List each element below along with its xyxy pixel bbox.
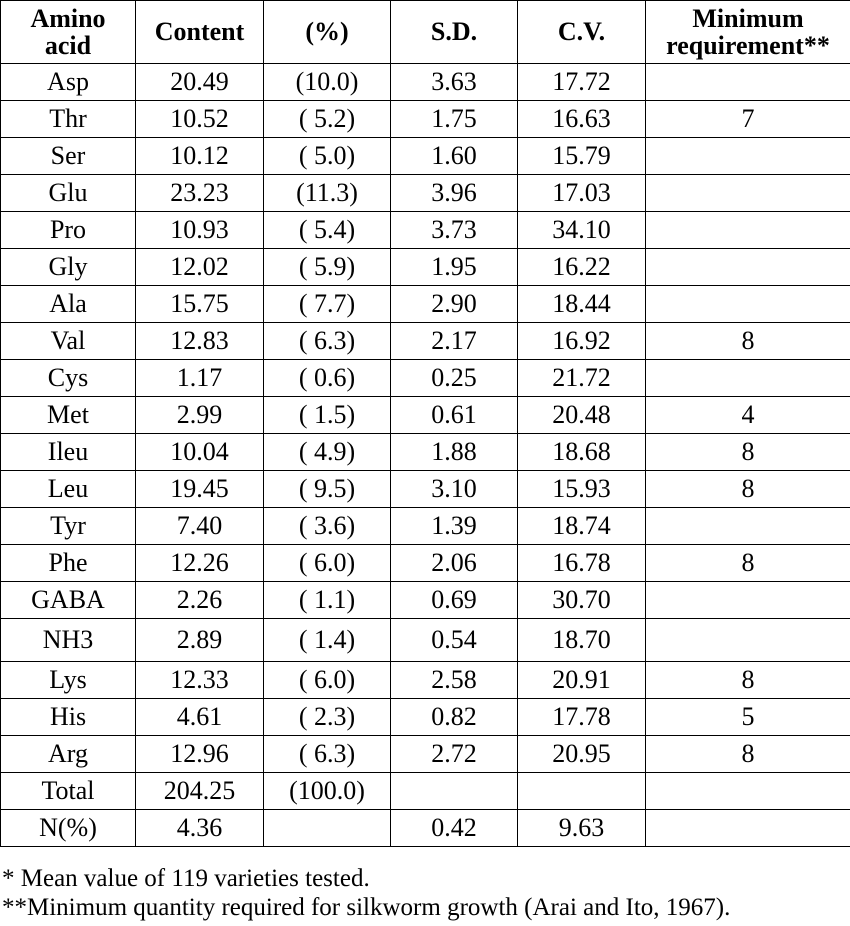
- table-row: [1, 619, 850, 662]
- cell-min-requirement: 8: [646, 471, 850, 508]
- cell-min-requirement: [646, 175, 850, 212]
- table-row: [1, 736, 850, 773]
- cell-amino-acid: Lys: [1, 662, 136, 699]
- cell-sd: 1.95: [391, 249, 518, 286]
- cell-sd: 3.10: [391, 471, 518, 508]
- cell-cv: 17.72: [518, 64, 646, 101]
- cell-cv: 18.68: [518, 434, 646, 471]
- cell-sd: 0.42: [391, 810, 518, 847]
- cell-min-requirement: [646, 508, 850, 545]
- cell-amino-acid: Glu: [1, 175, 136, 212]
- cell-cv: 18.74: [518, 508, 646, 545]
- cell-percent: (11.3): [264, 175, 391, 212]
- cell-sd: 1.88: [391, 434, 518, 471]
- cell-cv: 18.70: [518, 619, 646, 662]
- cell-content: 7.40: [136, 508, 264, 545]
- cell-percent: ( 1.4): [264, 619, 391, 662]
- cell-content: 15.75: [136, 286, 264, 323]
- cell-percent: ( 5.0): [264, 138, 391, 175]
- cell-amino-acid: Gly: [1, 249, 136, 286]
- cell-sd: [391, 773, 518, 810]
- cell-content: 4.36: [136, 810, 264, 847]
- cell-cv: 16.92: [518, 323, 646, 360]
- table-row: [1, 101, 850, 138]
- cell-content: 4.61: [136, 699, 264, 736]
- cell-percent: ( 5.4): [264, 212, 391, 249]
- table-row: [1, 286, 850, 323]
- cell-min-requirement: [646, 619, 850, 662]
- cell-cv: 18.44: [518, 286, 646, 323]
- cell-content: 12.33: [136, 662, 264, 699]
- table-row: [1, 545, 850, 582]
- cell-cv: 30.70: [518, 582, 646, 619]
- cell-sd: 0.25: [391, 360, 518, 397]
- cell-sd: 0.61: [391, 397, 518, 434]
- cell-cv: [518, 773, 646, 810]
- table-row: [1, 434, 850, 471]
- cell-min-requirement: [646, 360, 850, 397]
- table-row-nitrogen: [1, 810, 850, 847]
- cell-sd: 2.58: [391, 662, 518, 699]
- cell-min-requirement: 7: [646, 101, 850, 138]
- cell-percent: ( 6.0): [264, 662, 391, 699]
- cell-percent: ( 1.1): [264, 582, 391, 619]
- cell-percent: ( 1.5): [264, 397, 391, 434]
- cell-percent: ( 5.9): [264, 249, 391, 286]
- cell-cv: 34.10: [518, 212, 646, 249]
- cell-sd: 0.54: [391, 619, 518, 662]
- cell-sd: 1.75: [391, 101, 518, 138]
- cell-sd: 2.06: [391, 545, 518, 582]
- cell-amino-acid: Tyr: [1, 508, 136, 545]
- cell-content: 2.89: [136, 619, 264, 662]
- header-sd: S.D.: [391, 1, 518, 64]
- cell-amino-acid: N(%): [1, 810, 136, 847]
- cell-min-requirement: [646, 286, 850, 323]
- cell-content: 10.04: [136, 434, 264, 471]
- cell-sd: 2.72: [391, 736, 518, 773]
- cell-amino-acid: Asp: [1, 64, 136, 101]
- cell-cv: 20.91: [518, 662, 646, 699]
- cell-amino-acid: His: [1, 699, 136, 736]
- cell-sd: 1.60: [391, 138, 518, 175]
- cell-content: 23.23: [136, 175, 264, 212]
- header-amino-acid-line2: acid: [44, 31, 92, 60]
- cell-cv: 15.93: [518, 471, 646, 508]
- cell-amino-acid: NH3: [1, 619, 136, 662]
- header-minreq-line1: Minimum: [692, 4, 804, 33]
- footnote-mean-value: * Mean value of 119 varieties tested.: [2, 865, 370, 892]
- cell-min-requirement: 8: [646, 323, 850, 360]
- cell-min-requirement: 4: [646, 397, 850, 434]
- cell-percent: ( 6.3): [264, 323, 391, 360]
- cell-cv: 17.78: [518, 699, 646, 736]
- cell-content: 12.26: [136, 545, 264, 582]
- cell-content: 2.26: [136, 582, 264, 619]
- cell-percent: ( 5.2): [264, 101, 391, 138]
- cell-content: 12.96: [136, 736, 264, 773]
- cell-sd: 0.82: [391, 699, 518, 736]
- table-row: [1, 662, 850, 699]
- header-minimum-requirement: [646, 1, 850, 64]
- cell-percent: [264, 810, 391, 847]
- cell-cv: 16.63: [518, 101, 646, 138]
- cell-content: 2.99: [136, 397, 264, 434]
- table-row: [1, 323, 850, 360]
- table-row: [1, 212, 850, 249]
- cell-min-requirement: 8: [646, 736, 850, 773]
- cell-amino-acid: Ala: [1, 286, 136, 323]
- cell-min-requirement: [646, 64, 850, 101]
- cell-amino-acid: Thr: [1, 101, 136, 138]
- cell-percent: (100.0): [264, 773, 391, 810]
- cell-cv: 16.78: [518, 545, 646, 582]
- cell-amino-acid: Pro: [1, 212, 136, 249]
- table-row: [1, 397, 850, 434]
- cell-content: 12.83: [136, 323, 264, 360]
- cell-sd: 3.73: [391, 212, 518, 249]
- cell-min-requirement: 8: [646, 434, 850, 471]
- cell-amino-acid: Leu: [1, 471, 136, 508]
- table-row: [1, 138, 850, 175]
- cell-cv: 20.95: [518, 736, 646, 773]
- table-row-total: [1, 773, 850, 810]
- cell-min-requirement: [646, 138, 850, 175]
- header-content: Content: [136, 1, 264, 64]
- header-amino-acid-line1: Amino: [30, 4, 106, 33]
- cell-content: 10.52: [136, 101, 264, 138]
- cell-amino-acid: GABA: [1, 582, 136, 619]
- cell-content: 10.93: [136, 212, 264, 249]
- header-cv: C.V.: [518, 1, 646, 64]
- cell-sd: 2.90: [391, 286, 518, 323]
- table-row: [1, 175, 850, 212]
- cell-sd: 0.69: [391, 582, 518, 619]
- table-row: [1, 249, 850, 286]
- cell-content: 19.45: [136, 471, 264, 508]
- cell-min-requirement: [646, 773, 850, 810]
- cell-content: 12.02: [136, 249, 264, 286]
- table-row: [1, 471, 850, 508]
- cell-percent: (10.0): [264, 64, 391, 101]
- cell-content: 20.49: [136, 64, 264, 101]
- cell-sd: 3.63: [391, 64, 518, 101]
- table-footnotes: [0, 864, 850, 922]
- cell-amino-acid: Ser: [1, 138, 136, 175]
- cell-percent: ( 3.6): [264, 508, 391, 545]
- cell-percent: ( 4.9): [264, 434, 391, 471]
- cell-amino-acid: Total: [1, 773, 136, 810]
- cell-cv: 15.79: [518, 138, 646, 175]
- header-minreq-line2: requirement**: [666, 31, 830, 60]
- cell-percent: ( 2.3): [264, 699, 391, 736]
- cell-amino-acid: Phe: [1, 545, 136, 582]
- cell-content: 204.25: [136, 773, 264, 810]
- cell-cv: 9.63: [518, 810, 646, 847]
- cell-content: 1.17: [136, 360, 264, 397]
- cell-min-requirement: 8: [646, 545, 850, 582]
- cell-cv: 17.03: [518, 175, 646, 212]
- header-row: [1, 1, 850, 64]
- table-row: [1, 508, 850, 545]
- cell-min-requirement: [646, 810, 850, 847]
- table-row: [1, 64, 850, 101]
- cell-percent: ( 9.5): [264, 471, 391, 508]
- cell-amino-acid: Met: [1, 397, 136, 434]
- cell-amino-acid: Val: [1, 323, 136, 360]
- table-row: [1, 582, 850, 619]
- cell-percent: ( 6.3): [264, 736, 391, 773]
- cell-min-requirement: 5: [646, 699, 850, 736]
- cell-min-requirement: [646, 212, 850, 249]
- cell-amino-acid: Arg: [1, 736, 136, 773]
- cell-cv: 20.48: [518, 397, 646, 434]
- cell-sd: 3.96: [391, 175, 518, 212]
- cell-cv: 16.22: [518, 249, 646, 286]
- cell-min-requirement: 8: [646, 662, 850, 699]
- cell-amino-acid: Cys: [1, 360, 136, 397]
- header-percent: (%): [264, 1, 391, 64]
- cell-min-requirement: [646, 249, 850, 286]
- cell-content: 10.12: [136, 138, 264, 175]
- cell-min-requirement: [646, 582, 850, 619]
- cell-percent: ( 0.6): [264, 360, 391, 397]
- cell-percent: ( 6.0): [264, 545, 391, 582]
- cell-cv: 21.72: [518, 360, 646, 397]
- cell-amino-acid: Ileu: [1, 434, 136, 471]
- cell-percent: ( 7.7): [264, 286, 391, 323]
- footnote-minimum-quantity: **Minimum quantity required for silkworm growth (Arai and Ito, 1967).: [2, 894, 731, 921]
- table-row: [1, 360, 850, 397]
- header-amino-acid: [1, 1, 136, 64]
- cell-sd: 2.17: [391, 323, 518, 360]
- cell-sd: 1.39: [391, 508, 518, 545]
- table-row: [1, 699, 850, 736]
